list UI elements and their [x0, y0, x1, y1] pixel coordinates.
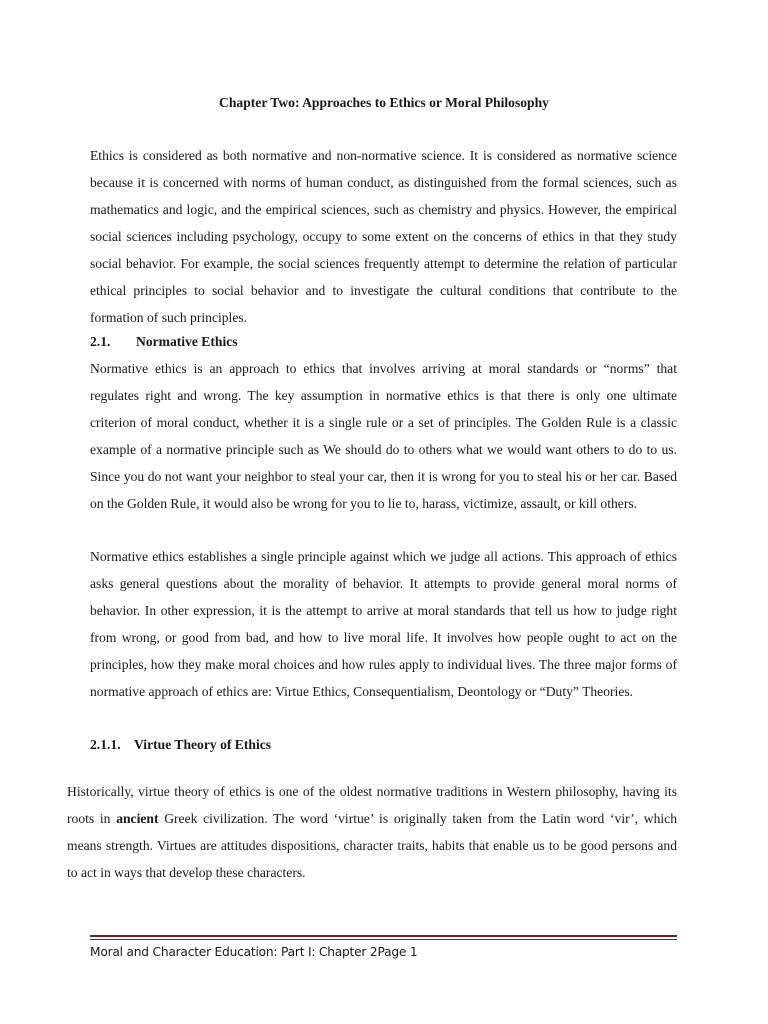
footer-rule-thin [90, 939, 677, 940]
section-title: Normative Ethics [136, 334, 238, 349]
text-run: Greek civilization. The word ‘virtue’ is originally taken from the Latin word ‘vir’, which means strength. Virtues are attitudes dispositions, character traits, habits that enable us to be good persons and to act in ways that develop these characters. [67, 811, 677, 880]
section-number: 2.1.1. [90, 737, 121, 752]
section-title: Virtue Theory of Ethics [134, 737, 272, 752]
section-heading-virtue-theory [90, 736, 271, 754]
normative-ethics-paragraph-1: Normative ethics is an approach to ethics that involves arriving at moral standards or “norms” that regulates right and wrong. The key assumption in normative ethics is that there is only one ultimate criterion of moral conduct, whether it is a single rule or a set of principles. The Golden Rule is a classic example of a normative principle such as We should do to others what we would want others to do to us. Since you do not want your neighbor to steal your car, then it is wrong for you to steal his or her car. Based on the Golden Rule, it would also be wrong for you to lie to, harass, victimize, assault, or kill others. [90, 361, 677, 511]
virtue-theory-paragraph [67, 778, 677, 886]
bold-text-run: ancient [116, 811, 159, 826]
text-run: Historically, virtue theory of ethics is one of the oldest normative traditions in Western philosophy, having its roots in [67, 784, 677, 826]
section-heading-normative-ethics [90, 333, 238, 351]
section-number: 2.1. [90, 334, 111, 349]
page-footer: Moral and Character Education: Part I: Chapter 2Page 1 [90, 945, 418, 959]
normative-ethics-paragraph-2: Normative ethics establishes a single principle against which we judge all actions. This approach of ethics asks general questions about the morality of behavior. It attempts to provide general moral norms of behavior. In other expression, it is the attempt to arrive at moral standards that tell us how to judge right from wrong, or good from bad, and how to live moral life. It involves how people ought to act on the principles, how they make moral choices and how rules apply to individual lives. The three major forms of normative approach of ethics are: Virtue Ethics, Consequentialism, Deontology or “Duty” Theories. [90, 549, 677, 699]
footer-rule-thick [90, 935, 677, 937]
intro-paragraph: Ethics is considered as both normative and non-normative science. It is considered as normative science because it is concerned with norms of human conduct, as distinguished from the formal sciences, such as mathematics and logic, and the empirical sciences, such as chemistry and physics. However, the empirical social sciences including psychology, occupy to some extent on the concerns of ethics in that they study social behavior. For example, the social sciences frequently attempt to determine the relation of particular ethical principles to social behavior and to investigate the cultural conditions that contribute to the formation of such principles. [90, 148, 677, 325]
chapter-title: Chapter Two: Approaches to Ethics or Moral Philosophy [219, 95, 549, 110]
